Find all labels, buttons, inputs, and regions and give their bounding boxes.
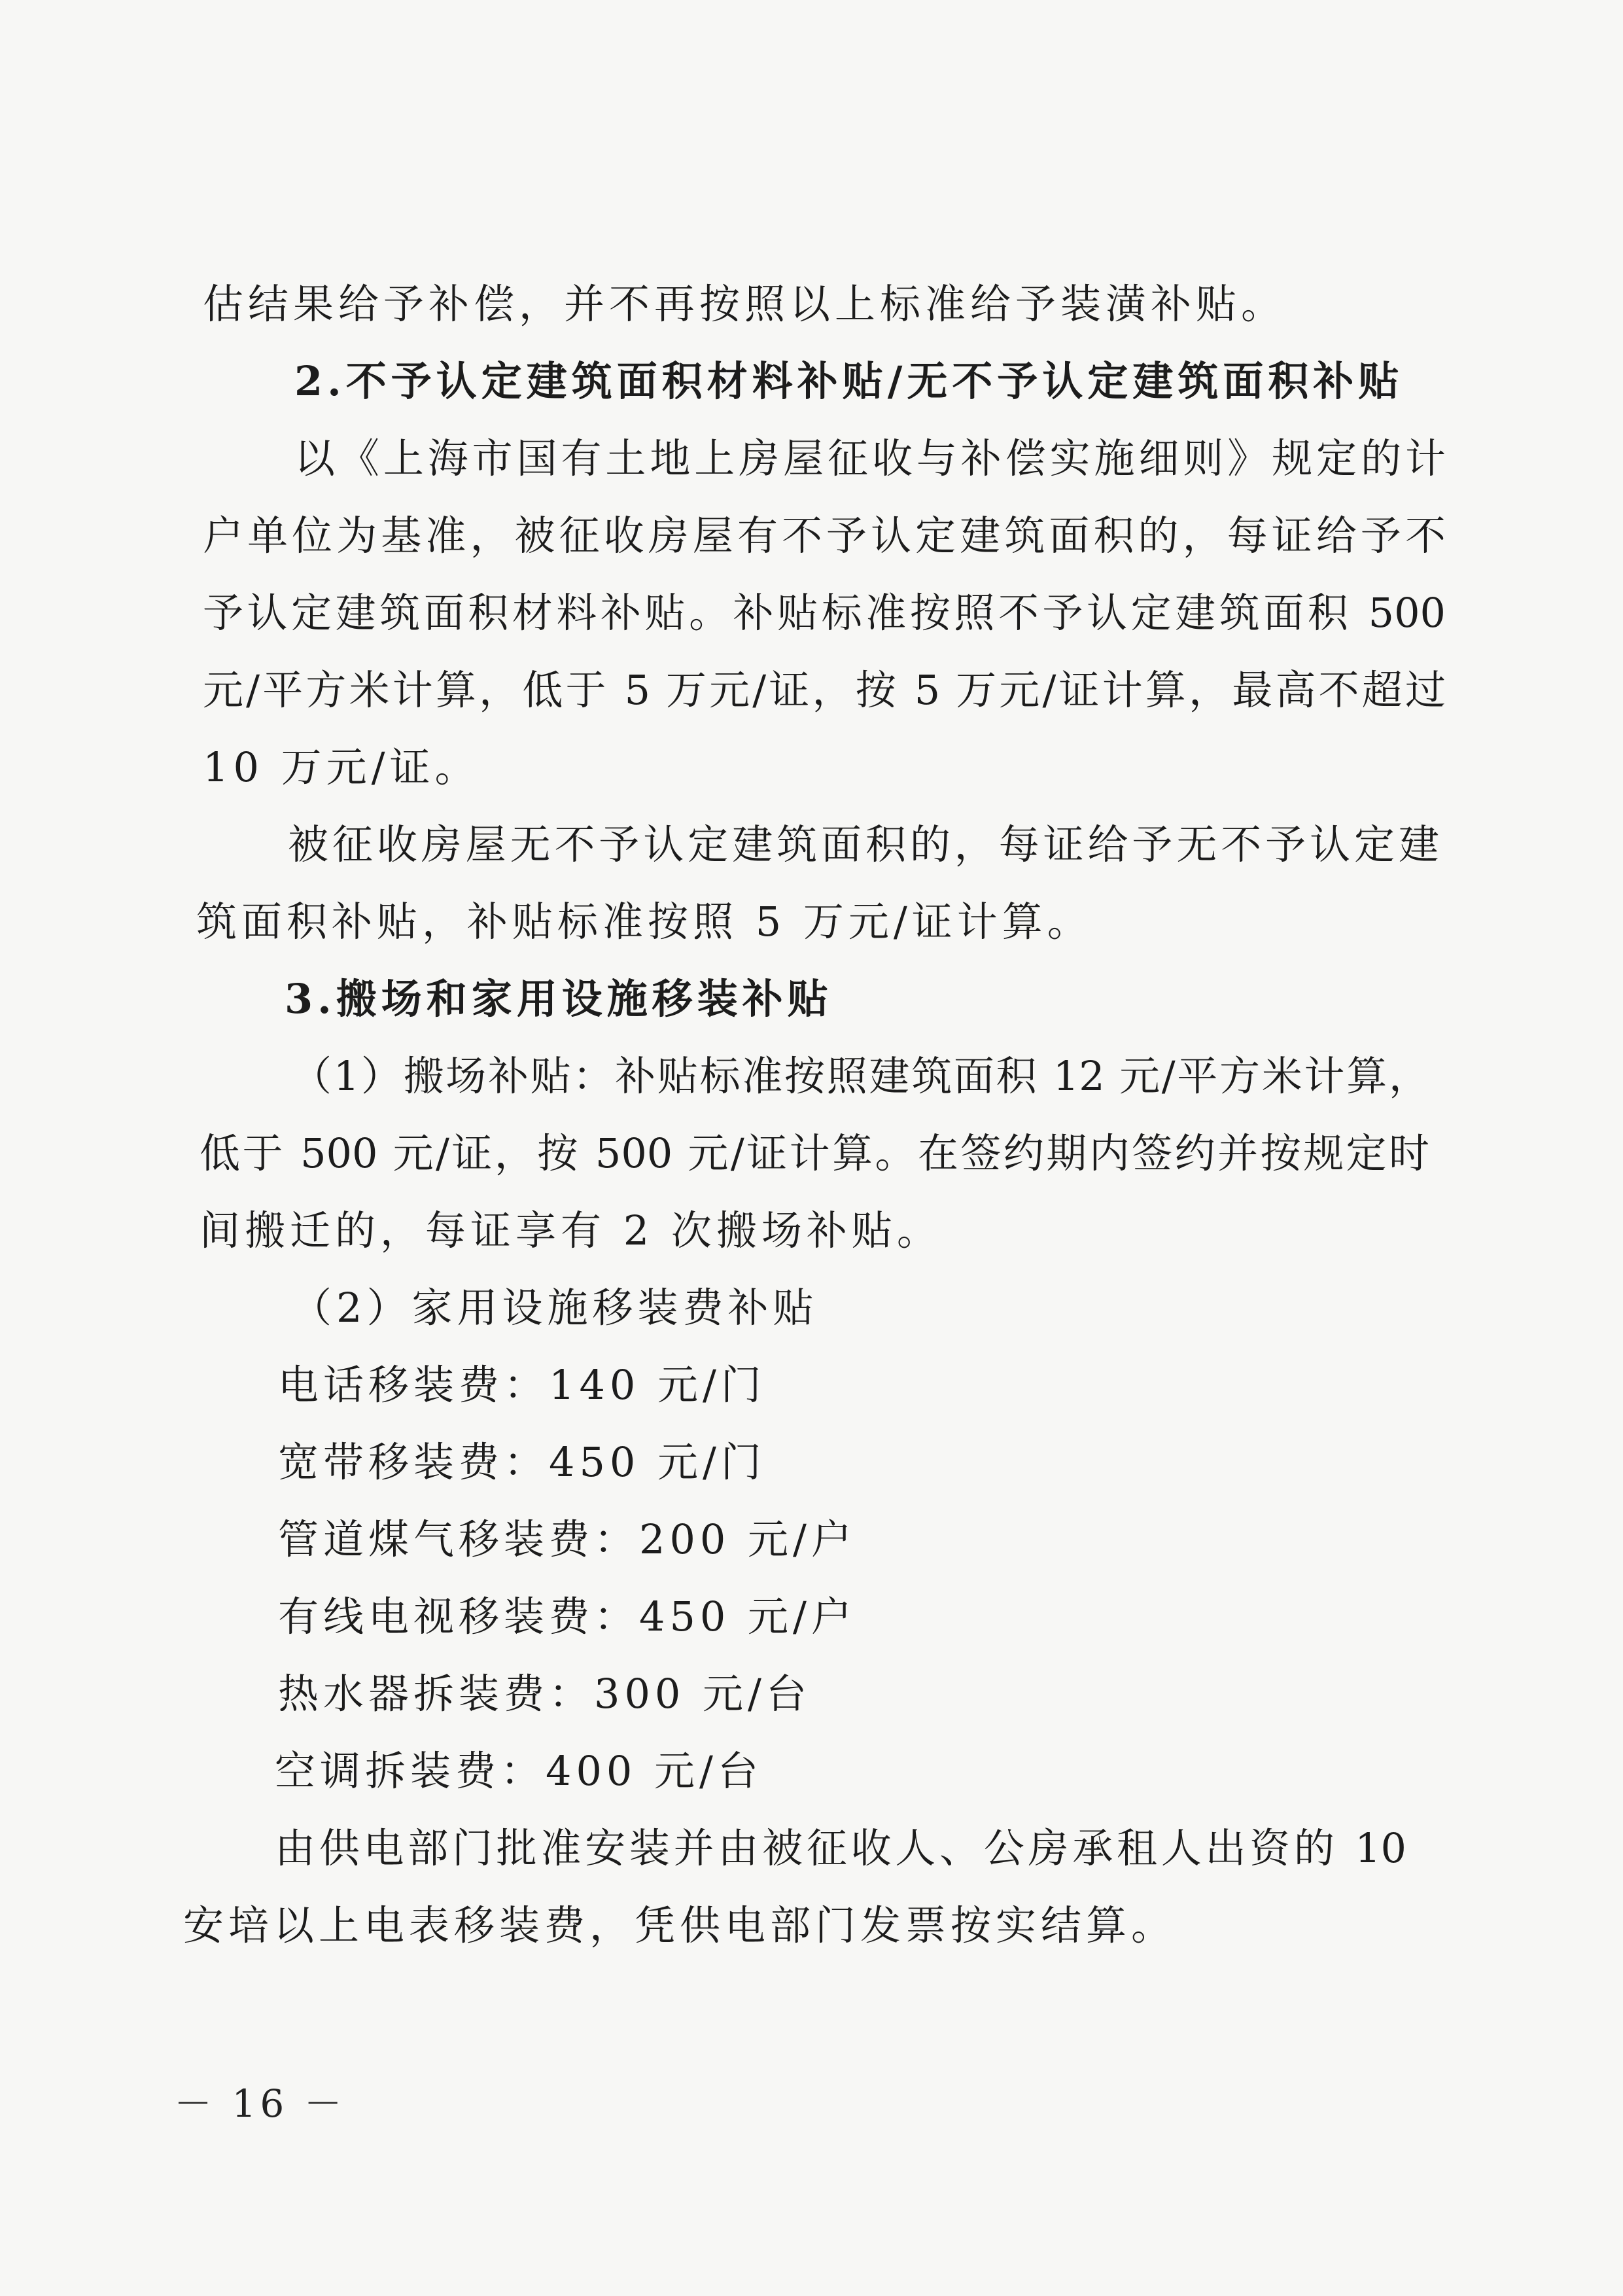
paragraph-line: 以《上海市国有土地上房屋征收与补偿实施细则》规定的计 xyxy=(294,434,1446,482)
fee-item: 空调拆装费：400 元/台 xyxy=(275,1747,763,1795)
fee-item: 电话移装费：140 元/门 xyxy=(278,1361,766,1409)
paragraph-line: 筑面积补贴，补贴标准按照 5 万元/证计算。 xyxy=(196,898,1092,945)
paragraph-line: 户单位为基准，被征收房屋有不予认定建筑面积的，每证给予不 xyxy=(203,512,1446,559)
paragraph-line: 估结果给予补偿，并不再按照以上标准给予装潢补贴。 xyxy=(203,280,1287,328)
fee-item: 有线电视移装费：450 元/户 xyxy=(278,1593,856,1640)
fee-item: 管道煤气移装费：200 元/户 xyxy=(278,1515,856,1563)
paragraph-line: （1）搬场补贴：补贴标准按照建筑面积 12 元/平方米计算， xyxy=(291,1052,1429,1100)
section-heading: 2.不予认定建筑面积材料补贴/无不予认定建筑面积补贴 xyxy=(294,357,1404,405)
paragraph-line: 由供电部门批准安装并由被征收人、公房承租人出资的 10 xyxy=(275,1824,1406,1872)
paragraph-line: 予认定建筑面积材料补贴。补贴标准按照不予认定建筑面积 500 xyxy=(203,589,1446,637)
paragraph-line: 被征收房屋无不予认定建筑面积的，每证给予无不予认定建 xyxy=(288,821,1439,868)
section-heading: 3.搬场和家用设施移装补贴 xyxy=(285,975,833,1023)
fee-item: 热水器拆装费：300 元/台 xyxy=(278,1670,811,1718)
fee-item: 宽带移装费：450 元/门 xyxy=(278,1438,766,1486)
page-number: － 16 － xyxy=(174,2081,346,2126)
paragraph-line: 安培以上电表移装费，凭供电部门发票按实结算。 xyxy=(183,1901,1177,1949)
paragraph-line: 间搬迁的，每证享有 2 次搬场补贴。 xyxy=(200,1207,942,1254)
paragraph-line: 10 万元/证。 xyxy=(203,743,480,791)
paragraph-line: 元/平方米计算，低于 5 万元/证，按 5 万元/证计算，最高不超过 xyxy=(203,666,1446,714)
paragraph-line: 低于 500 元/证，按 500 元/证计算。在签约期内签约并按规定时 xyxy=(200,1129,1429,1177)
subheading: （2）家用设施移装费补贴 xyxy=(291,1284,818,1332)
